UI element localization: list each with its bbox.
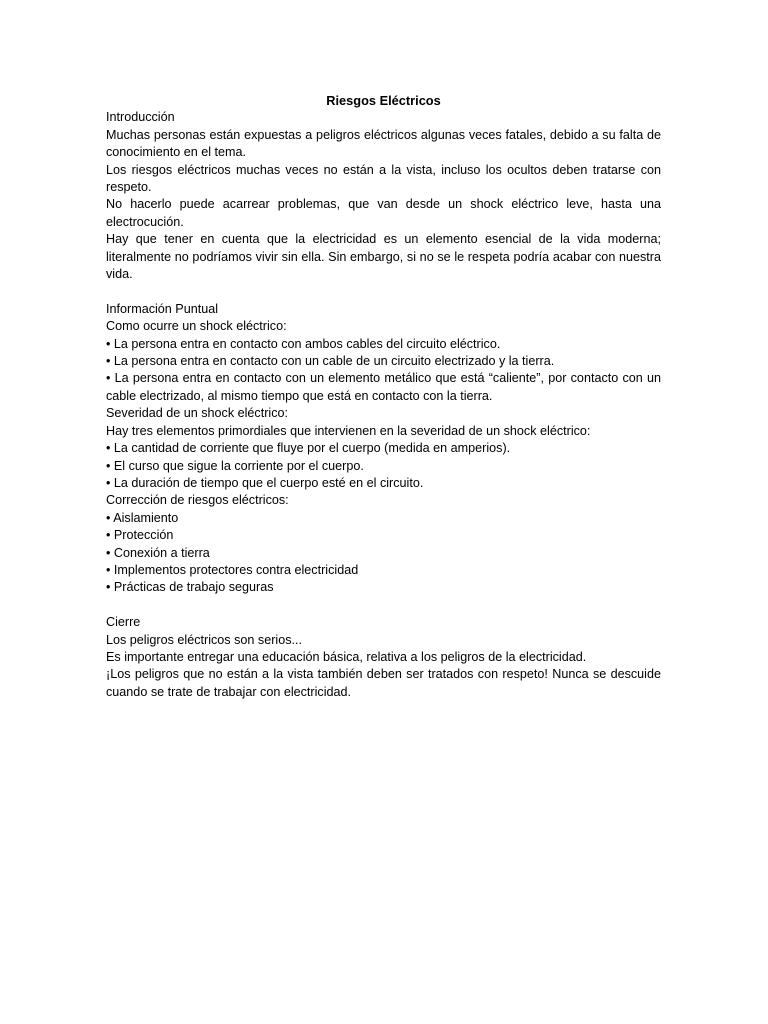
intro-paragraph-3: No hacerlo puede acarrear problemas, que van desde un shock eléctrico leve, hasta una electrocución. [106,197,661,229]
correction-item: • Protección [106,528,174,543]
document-body [106,92,661,701]
intro-paragraph-2: Los riesgos eléctricos muchas veces no están a la vista, incluso los ocultos deben tratarse con respeto. [106,162,661,195]
correction-item: • Implementos protectores contra electricidad [106,562,359,577]
spacer [106,283,661,300]
closing-heading: Cierre [106,615,141,630]
shock-item: • La persona entra en contacto con un elemento metálico que está “caliente”, por contacto con un cable electrizado, al mismo tiempo que está en contacto con la tierra. [106,371,661,403]
closing-paragraph-2: Es importante entregar una educación básica, relativa a los peligros de la electricidad. [106,649,587,664]
closing-paragraph-3: ¡Los peligros que no están a la vista también deben ser tratados con respeto! Nunca se descuide cuando se trate de trabajar con electricidad. [106,667,661,699]
intro-section [106,109,661,283]
severity-heading: Severidad de un shock eléctrico: [106,406,289,421]
severity-item: • El curso que sigue la corriente por el cuerpo. [106,458,364,473]
severity-item: • La duración de tiempo que el cuerpo esté en el circuito. [106,475,424,490]
shock-item: • La persona entra en contacto con un cable de un circuito electrizado y la tierra. [106,354,555,369]
shock-item: • La persona entra en contacto con ambos cables del circuito eléctrico. [106,336,501,351]
correction-item: • Prácticas de trabajo seguras [106,580,274,595]
spacer [106,597,661,614]
intro-heading: Introducción [106,110,175,125]
info-heading: Información Puntual [106,301,219,316]
intro-paragraph-1: Muchas personas están expuestas a peligros eléctricos algunas veces fatales, debido a su falta de conocimiento en el tema. [106,127,661,160]
document-title: Riesgos Eléctricos [326,93,441,108]
closing-paragraph-1: Los peligros eléctricos son serios... [106,632,302,647]
correction-item: • Conexión a tierra [106,545,210,560]
severity-intro: Hay tres elementos primordiales que intervienen en la severidad de un shock eléctrico: [106,423,591,438]
severity-item: • La cantidad de corriente que fluye por el cuerpo (medida en amperios). [106,441,511,456]
info-section [106,301,661,597]
closing-section [106,614,661,701]
shock-heading: Como ocurre un shock eléctrico: [106,319,287,334]
correction-heading: Corrección de riesgos eléctricos: [106,493,289,508]
intro-paragraph-4: Hay que tener en cuenta que la electricidad es un elemento esencial de la vida moderna; literalmente no podríamos vivir sin ella. Sin embargo, si no se le respeta podría acabar con nuestra vida. [106,232,661,282]
correction-item: • Aislamiento [106,510,179,525]
